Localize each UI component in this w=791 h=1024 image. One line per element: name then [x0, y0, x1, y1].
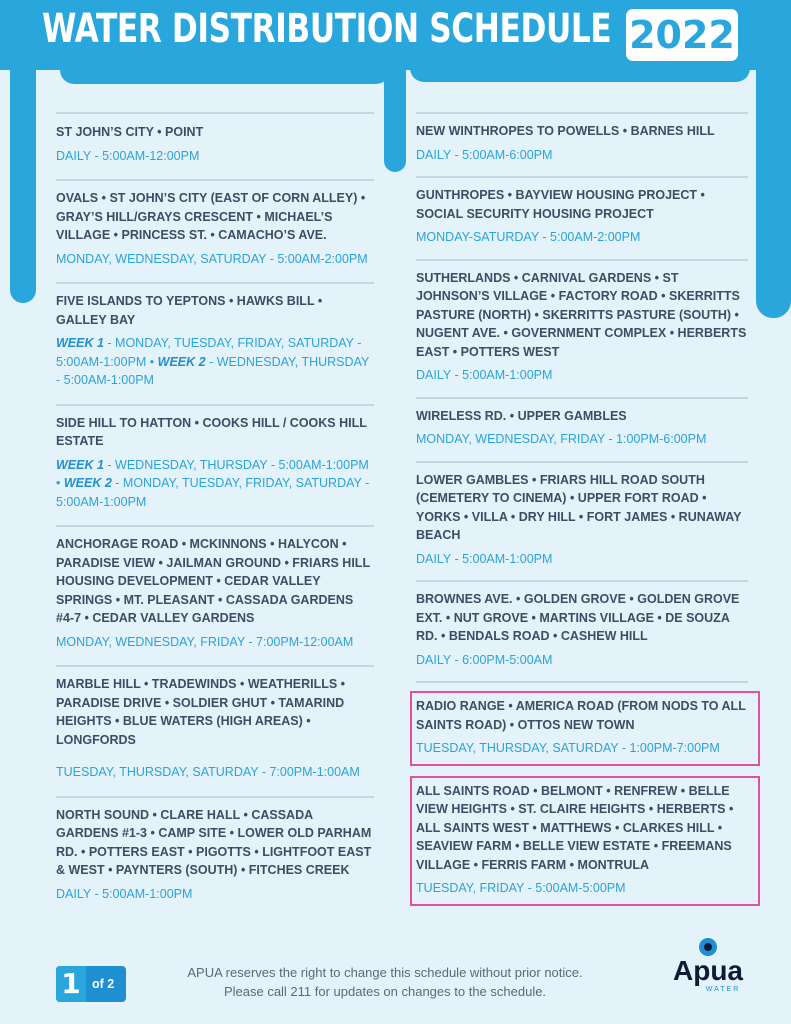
- right-column: [416, 112, 748, 906]
- schedule-section: [416, 461, 748, 569]
- schedule-text: MONDAY, WEDNESDAY, FRIDAY - 7:00PM-12:00AM: [56, 634, 354, 649]
- week2-label: WEEK 2: [63, 476, 112, 490]
- schedule-section: [56, 665, 374, 782]
- schedule-text: DAILY - 5:00AM-12:00PM: [56, 148, 200, 163]
- highlighted-section: [410, 691, 760, 766]
- areas-text: RADIO RANGE • AMERICA ROAD (FROM NODS TO ALL SAINTS ROAD) • OTTOS NEW TOWN: [416, 699, 746, 732]
- schedule-text: TUESDAY, FRIDAY - 5:00AM-5:00PM: [416, 881, 626, 895]
- schedule-section: [56, 525, 374, 651]
- schedule-section: [56, 404, 374, 512]
- drip-decoration: [60, 60, 390, 84]
- logo-name: Apua: [673, 955, 743, 986]
- schedule-text: TUESDAY, THURSDAY, SATURDAY - 1:00PM-7:00PM: [416, 741, 720, 755]
- footer-note: [180, 963, 590, 1001]
- schedule-text: MONDAY, WEDNESDAY, FRIDAY - 1:00PM-6:00PM: [416, 432, 707, 446]
- logo-subtitle: WATER: [705, 986, 741, 993]
- page-current: 1: [56, 966, 86, 1002]
- highlighted-section: [410, 776, 760, 906]
- areas-text: SUTHERLANDS • CARNIVAL GARDENS • ST JOHNSON’S VILLAGE • FACTORY ROAD • SKERRITTS PASTURE (NORTH) • SKERRITTS PASTURE (SOUTH) • NUGENT AVE. • GOVERNMENT COMPLEX • HERBERTS EAST • POTTERS WEST: [416, 270, 747, 359]
- water-drop-icon: [699, 938, 717, 956]
- schedule-text: [56, 334, 374, 390]
- areas-text: NORTH SOUND • CLARE HALL • CASSADA GARDENS #1-3 • CAMP SITE • LOWER OLD PARHAM RD. • POTTERS EAST • PIGOTTS • LIGHTFOOT EAST & WEST • PAYNTERS (SOUTH) • FITCHES CREEK: [56, 807, 372, 877]
- schedule-section: [416, 776, 748, 906]
- page-indicator: [56, 966, 126, 1002]
- areas-text: NEW WINTHROPES TO POWELLS • BARNES HILL: [416, 124, 715, 138]
- drip-decoration: [756, 60, 791, 318]
- drip-decoration: [384, 60, 406, 172]
- schedule-text: [56, 456, 374, 512]
- schedule-text: DAILY - 5:00AM-1:00PM: [416, 368, 553, 382]
- schedule-section: [416, 112, 748, 164]
- schedule-section: [416, 259, 748, 385]
- areas-text: LOWER GAMBLES • FRIARS HILL ROAD SOUTH (CEMETERY TO CINEMA) • UPPER FORT ROAD • YORKS • VILLA • DRY HILL • FORT JAMES • RUNAWAY BEACH: [416, 472, 742, 542]
- left-column: [56, 112, 374, 903]
- drip-decoration: [10, 60, 36, 303]
- areas-text: GUNTHROPES • BAYVIEW HOUSING PROJECT • SOCIAL SECURITY HOUSING PROJECT: [416, 188, 705, 221]
- footer-note-line1: APUA reserves the right to change this schedule without prior notice.: [187, 965, 583, 980]
- areas-text: ALL SAINTS ROAD • BELMONT • RENFREW • BELLE VIEW HEIGHTS • ST. CLAIRE HEIGHTS • HERBERTS • ALL SAINTS WEST • MATTHEWS • CLARKES HILL • SEAVIEW FARM • BELLE VIEW ESTATE • FREEMANS VILLAGE • FERRIS FARM • MONTRULA: [416, 783, 734, 872]
- week2-label: WEEK 2: [157, 354, 206, 369]
- areas-text: SIDE HILL TO HATTON • COOKS HILL / COOKS HILL ESTATE: [56, 415, 367, 448]
- schedule-text: DAILY - 5:00AM-6:00PM: [416, 147, 553, 162]
- schedule-text: MONDAY-SATURDAY - 5:00AM-2:00PM: [416, 230, 641, 244]
- week1-text: - WEDNESDAY, THURSDAY - 5:00AM-1:00PM •: [56, 457, 369, 490]
- week1-label: WEEK 1: [56, 336, 104, 350]
- areas-text: OVALS • ST JOHN’S CITY (EAST OF CORN ALLEY) • GRAY’S HILL/GRAYS CRESCENT • MICHAEL’S VILLAGE • PRINCESS ST. • CAMACHO’S AVE.: [56, 191, 366, 242]
- apua-logo: [666, 938, 750, 1004]
- schedule-text: DAILY - 5:00AM-1:00PM: [56, 886, 193, 901]
- drip-decoration: [410, 60, 750, 82]
- areas-text: ANCHORAGE ROAD • MCKINNONS • HALYCON • PARADISE VIEW • JAILMAN GROUND • FRIARS HILL HOUSING DEVELOPMENT • CEDAR VALLEY SPRINGS • MT. PLEASANT • CASSADA GARDENS #4-7 • CEDAR VALLEY GARDENS: [56, 537, 370, 625]
- schedule-section: [56, 796, 374, 904]
- areas-text: BROWNES AVE. • GOLDEN GROVE • GOLDEN GROVE EXT. • NUT GROVE • MARTINS VILLAGE • DE SOUZA RD. • BENDALS ROAD • CASHEW HILL: [416, 592, 740, 643]
- schedule-text: DAILY - 6:00PM-5:00AM: [416, 652, 553, 667]
- schedule-section: [416, 580, 748, 669]
- schedule-section: [416, 176, 748, 247]
- week1-label: WEEK 1: [56, 457, 104, 472]
- areas-text: ST JOHN’S CITY • POINT: [56, 125, 204, 139]
- page-total: of 2: [92, 977, 115, 991]
- schedule-text: TUESDAY, THURSDAY, SATURDAY - 7:00PM-1:00AM: [56, 765, 360, 779]
- areas-text: WIRELESS RD. • UPPER GAMBLES: [416, 408, 627, 423]
- week2-text: - MONDAY, TUESDAY, FRIDAY, SATURDAY - 5:00AM-1:00PM: [56, 476, 370, 509]
- areas-text: MARBLE HILL • TRADEWINDS • WEATHERILLS • PARADISE DRIVE • SOLDIER GHUT • TAMARIND HEIGHTS • BLUE WATERS (HIGH AREAS) • LONGFORDS: [56, 677, 346, 747]
- schedule-section: [56, 179, 374, 268]
- week2-text: - WEDNESDAY, THURSDAY - 5:00AM-1:00PM: [56, 354, 370, 387]
- footer-note-line2: Please call 211 for updates on changes to the schedule.: [223, 984, 547, 999]
- page-title: WATER DISTRIBUTION SCHEDULE: [42, 6, 612, 52]
- schedule-text: DAILY - 5:00AM-1:00PM: [416, 551, 553, 566]
- week1-text: - MONDAY, TUESDAY, FRIDAY, SATURDAY - 5:00AM-1:00PM •: [56, 336, 362, 369]
- year-badge: 2022: [626, 9, 738, 61]
- areas-text: FIVE ISLANDS TO YEPTONS • HAWKS BILL • GALLEY BAY: [56, 294, 323, 327]
- schedule-section: [56, 282, 374, 390]
- schedule-section: [56, 112, 374, 165]
- schedule-text: MONDAY, WEDNESDAY, SATURDAY - 5:00AM-2:00PM: [56, 251, 368, 266]
- schedule-section: [416, 397, 748, 449]
- schedule-section: [416, 681, 748, 766]
